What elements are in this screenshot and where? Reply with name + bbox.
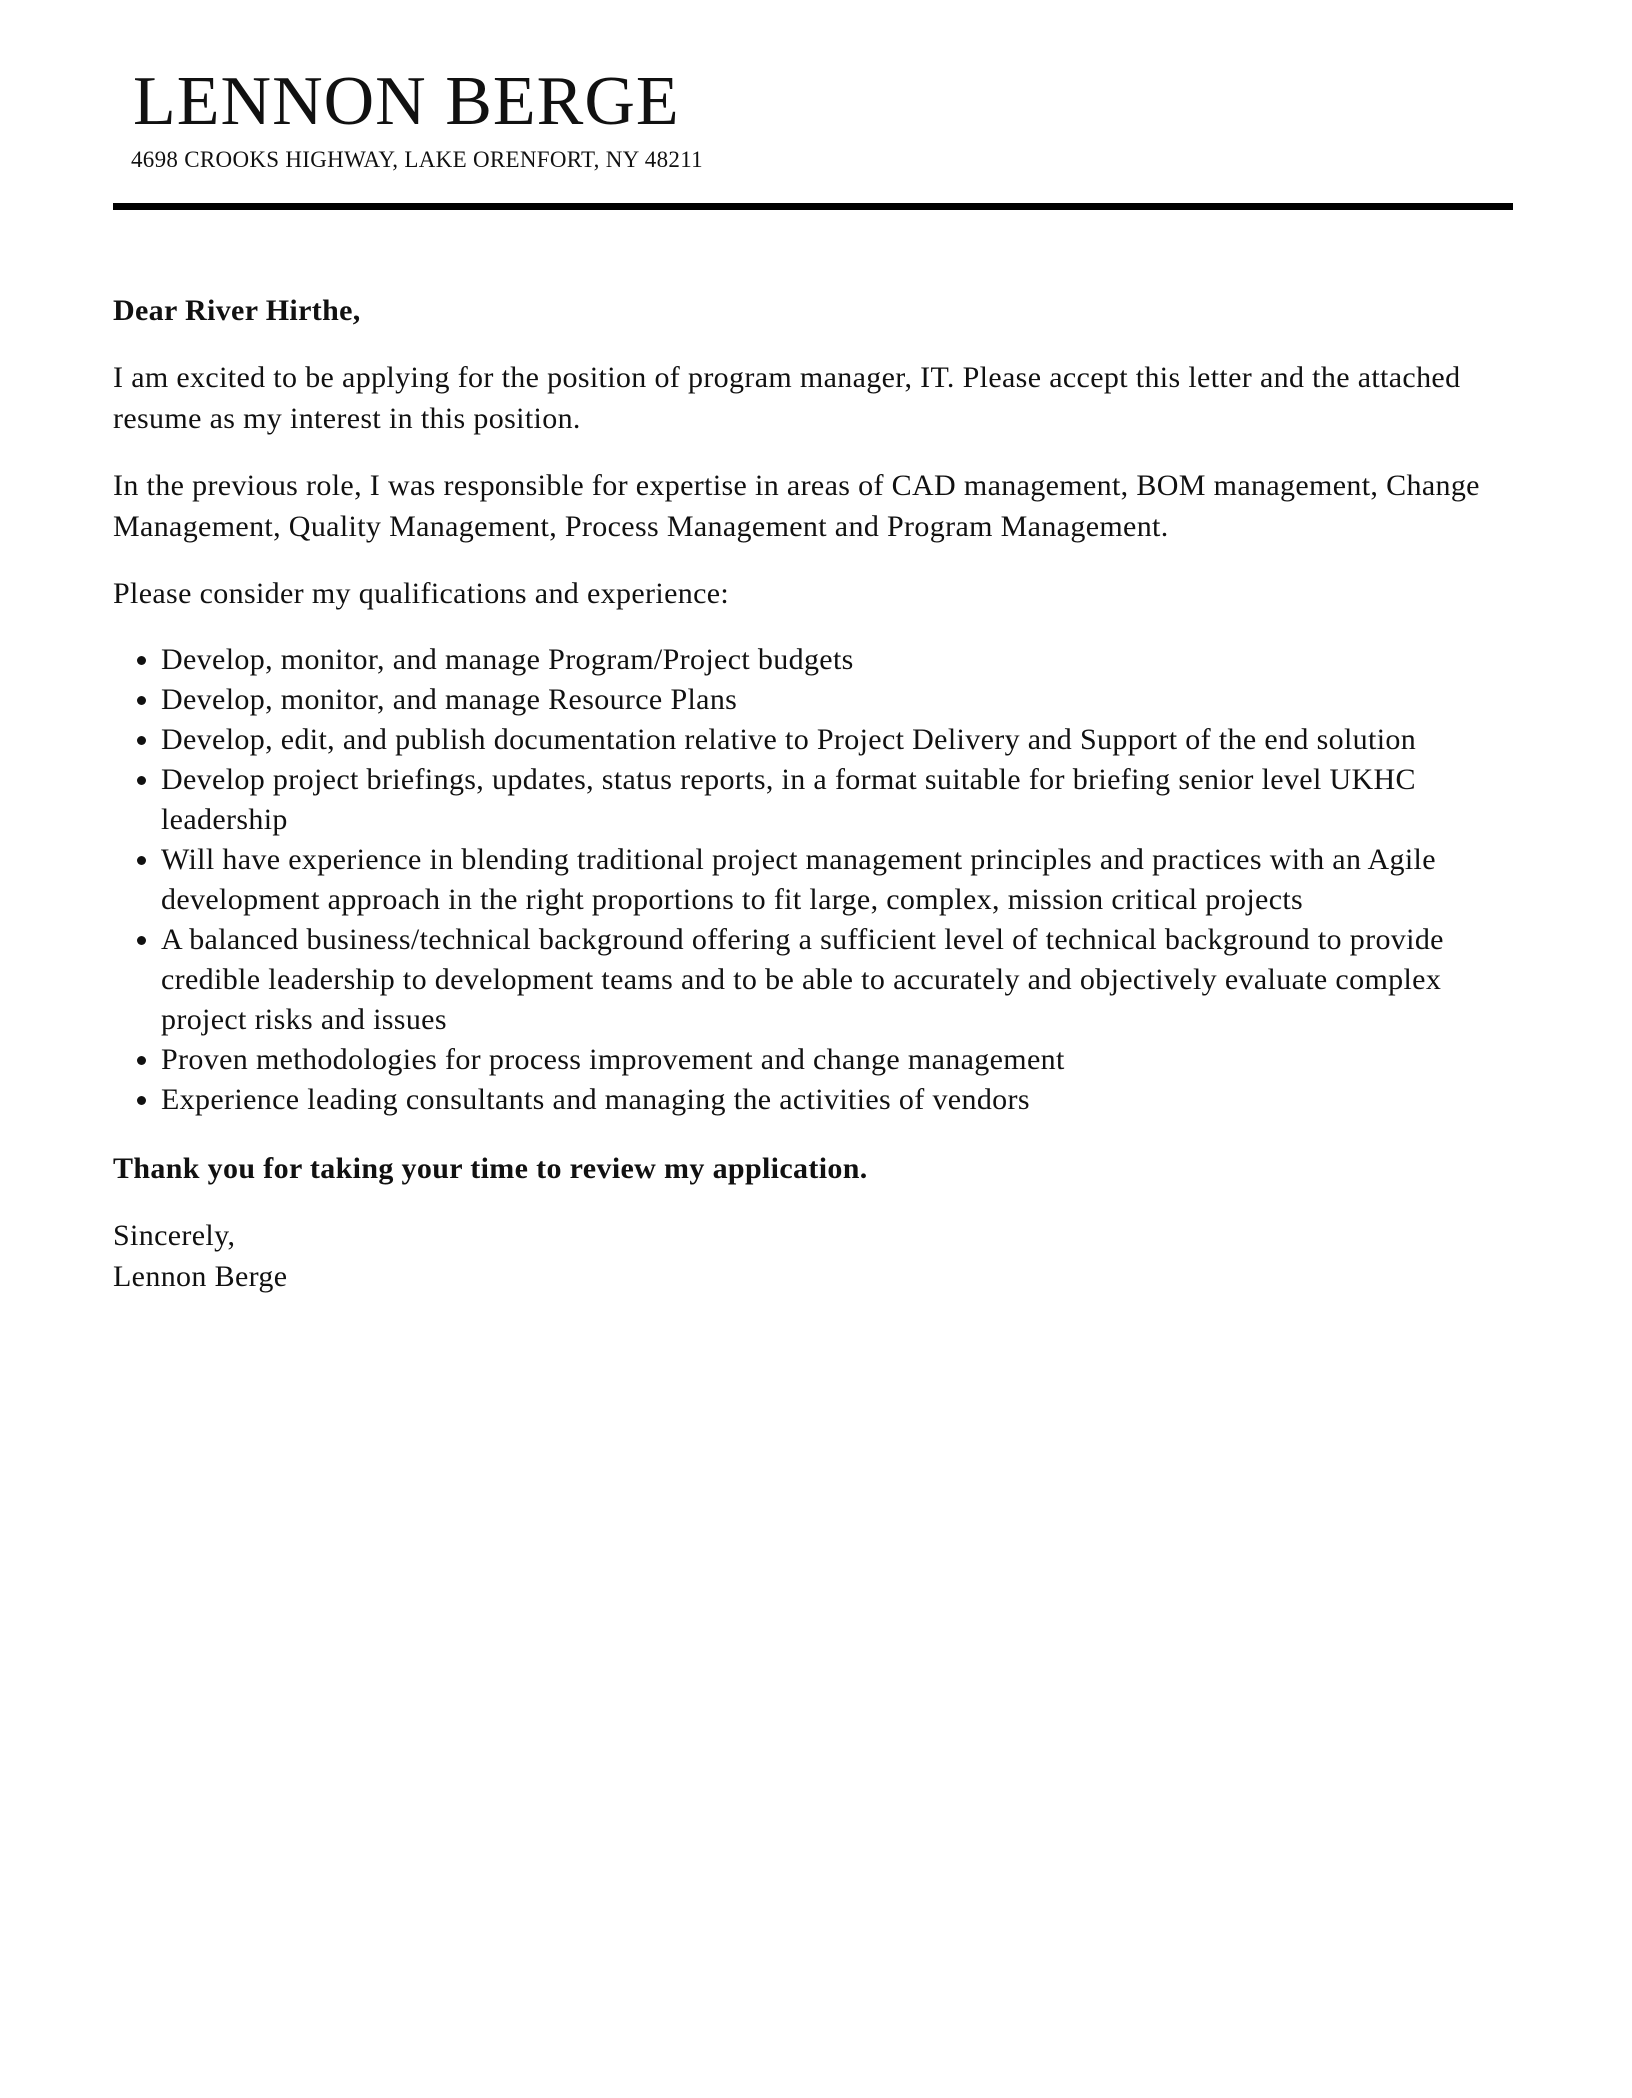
signature-name: Lennon Berge [113, 1260, 288, 1293]
header-divider [113, 203, 1513, 210]
paragraph-qualifications-lead: Please consider my qualifications and experience: [113, 577, 730, 610]
paragraph-previous-role: In the previous role, I was responsible for expertise in areas of CAD management, BOM management, Change Management, Quality Management, Process Management and Program Management. [113, 469, 1480, 543]
thank-you-line: Thank you for taking your time to review my application. [113, 1152, 868, 1185]
list-item: • Proven methodologies for process improvement and change management [161, 1040, 1513, 1080]
list-item: • Develop, monitor, and manage Program/Project budgets [161, 640, 1513, 680]
list-item: • A balanced business/technical background offering a sufficient level of technical background to provide credible leadership to development teams and to be able to accurately and objectively evaluate complex project risks and issues [161, 920, 1513, 1040]
signoff: Sincerely, [113, 1219, 236, 1252]
qualifications-list [113, 640, 1513, 1120]
list-item: • Develop, edit, and publish documentation relative to Project Delivery and Support of the end solution [161, 720, 1513, 760]
list-item: • Develop, monitor, and manage Resource Plans [161, 680, 1513, 720]
paragraph-intro: I am excited to be applying for the position of program manager, IT. Please accept this letter and the attached resume as my interest in this position. [113, 361, 1461, 435]
salutation: Dear River Hirthe, [113, 294, 361, 327]
list-item: • Experience leading consultants and managing the activities of vendors [161, 1080, 1513, 1120]
list-item: • Develop project briefings, updates, status reports, in a format suitable for briefing senior level UKHC leadership [161, 760, 1513, 840]
applicant-name: LENNON BERGE [133, 63, 680, 140]
applicant-address: 4698 CROOKS HIGHWAY, LAKE ORENFORT, NY 48211 [131, 147, 703, 172]
letter-body [113, 290, 1513, 1297]
list-item: • Will have experience in blending traditional project management principles and practices with an Agile development approach in the right proportions to fit large, complex, mission critical projects [161, 840, 1513, 920]
